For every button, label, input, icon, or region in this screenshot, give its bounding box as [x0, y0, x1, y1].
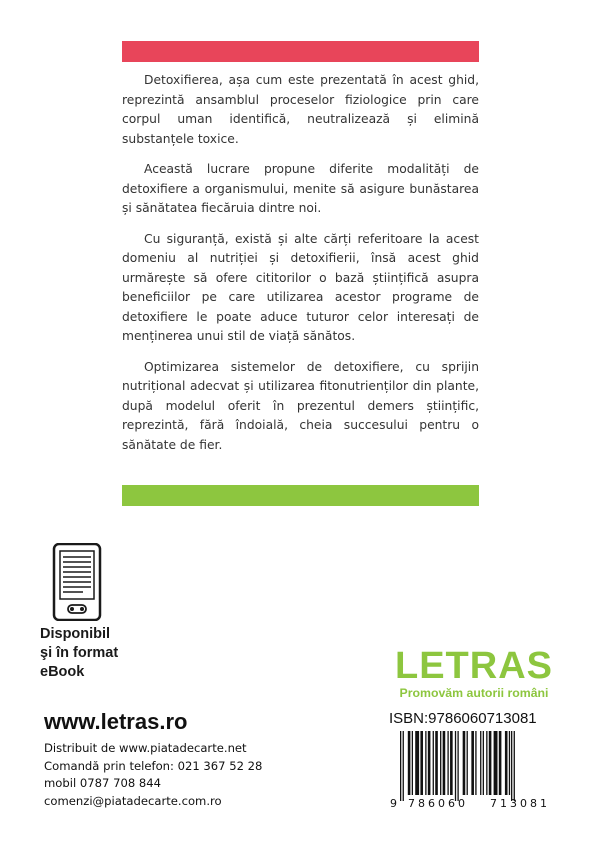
barcode-bar	[403, 731, 404, 801]
paragraph-3: Cu siguranță, există și alte cărți referitoare la acest domeniu al nutriției și detoxifierii, însă acest ghid urmărește să ofere cititorilor o bază științifică asupra beneficiilor pe care utilizarea acestor programe de detoxifiere le poate aduce tuturor celor interesați de menținerea unui stil de viață sănătos.	[122, 231, 479, 343]
ebook-line-2: şi în format	[40, 645, 119, 661]
barcode-bar	[514, 731, 515, 801]
ebook-reader-icon	[37, 543, 117, 621]
barcode-bar	[511, 731, 512, 801]
website-url: www.letras.ro	[44, 709, 188, 734]
barcode-bar	[475, 731, 476, 795]
contact-line-4: comenzi@piatadecarte.com.ro	[44, 793, 222, 808]
barcode-digits-right: 713081	[490, 797, 550, 810]
ebook-availability	[40, 625, 118, 682]
ebook-line-3: eBook	[40, 664, 85, 680]
barcode-bar	[428, 731, 431, 795]
barcode-bar	[489, 731, 492, 795]
contact-line-2: Comandă prin telefon: 021 367 52 28	[44, 758, 263, 773]
barcode	[388, 731, 560, 805]
barcode-bar	[471, 731, 474, 795]
barcode-bar	[447, 731, 448, 795]
barcode-bar	[433, 731, 434, 795]
publisher-logo: LETRAS	[395, 645, 553, 687]
isbn-label: ISBN:9786060713081	[389, 710, 537, 727]
barcode-bar	[450, 731, 453, 795]
contact-line-1: Distribuit de www.piatadecarte.net	[44, 741, 247, 755]
barcode-bar	[483, 731, 484, 795]
barcode-bar	[455, 731, 456, 801]
paragraph-2: Această lucrare propune diferite modalități de detoxifiere a organismului, menite să asigure bunăstarea și sănătatea fiecăruia dintre noi.	[122, 162, 479, 215]
description-text	[122, 71, 479, 466]
distributor-contact	[44, 740, 262, 810]
barcode-bar	[440, 731, 441, 795]
barcode-digit-lead: 9	[390, 797, 397, 810]
barcode-bar	[457, 731, 458, 801]
barcode-bar	[499, 731, 502, 795]
paragraph-1: Detoxifierea, așa cum este prezentată în acest ghid, reprezintă ansamblul proceselor fiziologice prin care corpul uman identifică, neutralizează și elimină substanțele toxice.	[122, 73, 479, 146]
barcode-bar	[435, 731, 438, 795]
barcode-digits-left: 786060	[408, 797, 468, 810]
barcode-bar	[420, 731, 423, 795]
barcode-bar	[443, 731, 446, 795]
barcode-bar	[494, 731, 498, 795]
barcode-bar	[425, 731, 426, 795]
barcode-bar	[408, 731, 411, 795]
barcode-bar	[463, 731, 466, 795]
barcode-bar	[467, 731, 468, 795]
barcode-bar	[480, 731, 481, 795]
barcode-bar	[505, 731, 508, 795]
barcode-bar	[400, 731, 401, 801]
publisher-tagline: Promovăm autorii români	[399, 686, 549, 700]
barcode-bar	[509, 731, 510, 795]
paragraph-4: Optimizarea sistemelor de detoxifiere, cu sprijin nutrițional adecvat și utilizarea fitonutrienților din plante, după modelul oferit în prezentul demers științific, reprezintă, fără îndoială, cheia succesului pentru o sănătate de fier.	[122, 359, 479, 452]
barcode-bar	[412, 731, 413, 795]
top-accent-bar	[122, 41, 479, 62]
barcode-bar	[415, 731, 419, 795]
bottom-accent-bar	[122, 485, 479, 506]
barcode-bar	[486, 731, 487, 795]
ebook-line-1: Disponibil	[40, 626, 111, 642]
contact-line-3: mobil 0787 708 844	[44, 776, 162, 790]
